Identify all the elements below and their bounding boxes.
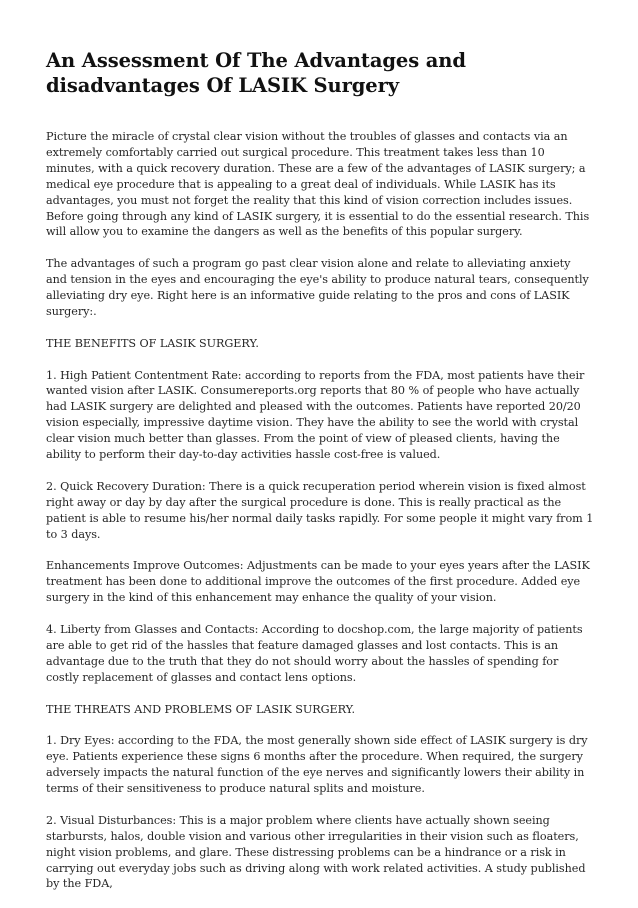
paragraph-risk-dry-eyes: 1. Dry Eyes: according to the FDA, the most generally shown side effect of LASIK surgery is dry eye. Patients experience these signs 6 months after the procedure. When required, the surgery adversely impacts the natural function of the eye nerves and significantly lowers their ability in terms of their sensitiveness to produce natural splits and moisture. [46, 734, 588, 796]
section-heading-threats: THE THREATS AND PROBLEMS OF LASIK SURGERY. [46, 702, 356, 716]
paragraph-risk-visual-disturbances: 2. Visual Disturbances: This is a major problem where clients have actually shown seeing starbursts, halos, double vision and various other irregularities in their vision such as floaters, night vision problems, and glare. These distressing problems can be a hindrance or a risk in carrying out everyday jobs such as driving along with work related activities. A study published by the FDA, [46, 813, 586, 891]
paragraph-benefit-enhancements: Enhancements Improve Outcomes: Adjustments can be made to your eyes years after the LASIK treatment has been done to additional improve the outcomes of the first procedure. Added eye surgery in the kind of this enhancement may enhance the quality of your vision. [46, 559, 590, 605]
paragraph-benefit-satisfaction: 1. High Patient Contentment Rate: according to reports from the FDA, most patients have their wanted vision after LASIK. Consumereports.org reports that 80 % of people who have actually had LASIK surgery are delighted and pleased with the outcomes. Patients have reported 20/20 vision especially, impressive daytime vision. They have the ability to see the world with crystal clear vision much better than glasses. From the point of view of pleased clients, having the ability to perform their day-to-day activities hassle cost-free is valued. [46, 368, 585, 462]
paragraph-benefit-recovery: 2. Quick Recovery Duration: There is a quick recuperation period wherein vision is fixed almost right away or day by day after the surgical procedure is done. This is really practical as the patient is able to resume his/her normal daily tasks rapidly. For some people it might vary from 1 to 3 days. [46, 479, 594, 541]
section-heading-benefits: THE BENEFITS OF LASIK SURGERY. [46, 336, 259, 350]
paragraph-benefit-liberty: 4. Liberty from Glasses and Contacts: According to docshop.com, the large majority of patients are able to get rid of the hassles that feature damaged glasses and lost contacts. This is an advantage due to the truth that they do not should worry about the hassles of spending for costly replacement of glasses and contact lens options. [46, 623, 583, 684]
document-page [46, 48, 594, 908]
paragraph-advantages-overview: The advantages of such a program go past clear vision alone and relate to alleviating anxiety and tension in the eyes and encouraging the eye's ability to produce natural tears, consequently alleviating dry eye. Right here is an informative guide relating to the pros and cons of LASIK surgery:. [46, 257, 589, 318]
paragraph-intro: Picture the miracle of crystal clear vision without the troubles of glasses and contacts via an extremely comfortably carried out surgical procedure. This treatment takes less than 10 minutes, with a quick recovery duration. These are a few of the advantages of LASIK surgery; a medical eye procedure that is appealing to a great deal of individuals. While LASIK has its advantages, you must not forget the reality that this kind of vision correction includes issues. Before going through any kind of LASIK surgery, it is essential to do the essential research. This will allow you to examine the dangers as well as the benefits of this popular surgery. [46, 130, 590, 239]
page-title: An Assessment Of The Advantages and disadvantages Of LASIK Surgery [46, 49, 466, 97]
